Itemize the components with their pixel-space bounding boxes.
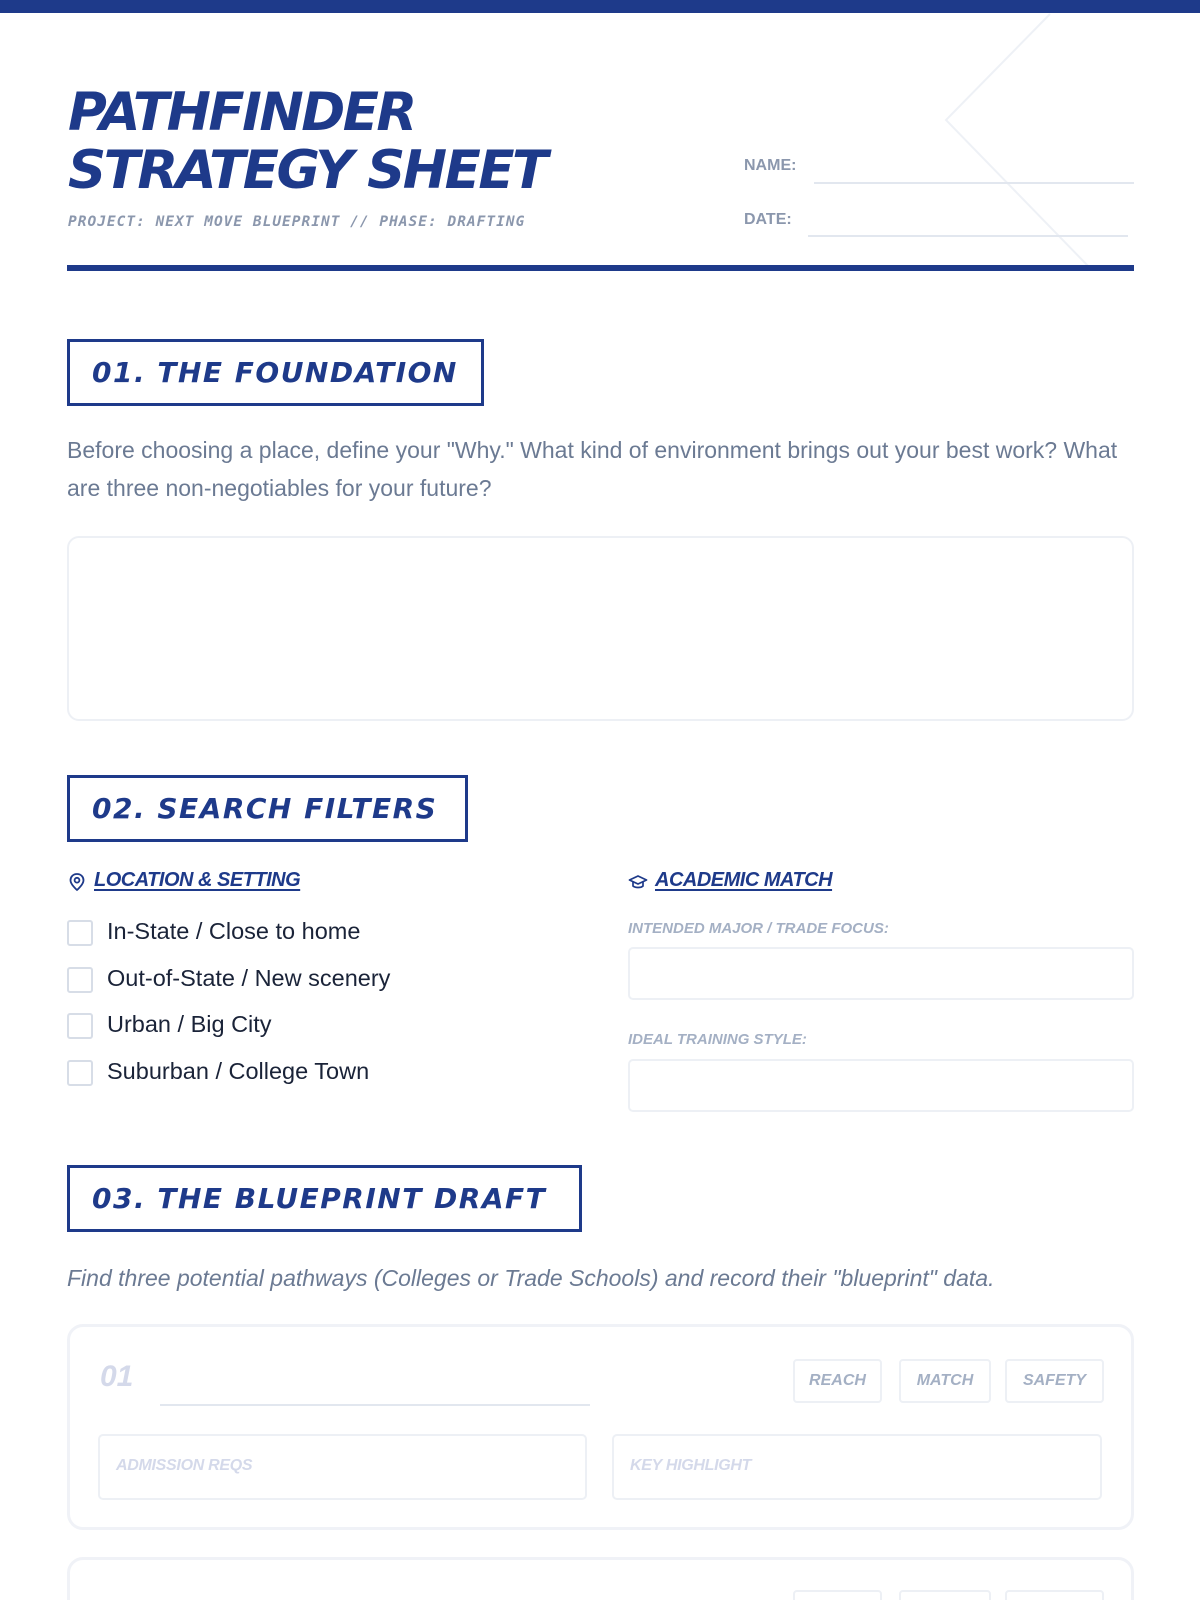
checkbox-label: Urban / Big City [107, 1011, 272, 1037]
map-pin-icon [67, 872, 87, 892]
header-divider [67, 265, 1134, 271]
checkbox-label: Out-of-State / New scenery [107, 965, 391, 991]
academic-match-heading: ACADEMIC MATCH [655, 869, 833, 891]
pathway-card-next [67, 1557, 1134, 1600]
checkbox[interactable] [67, 1060, 93, 1086]
tag-placeholder[interactable] [899, 1590, 991, 1600]
name-label: NAME: [744, 157, 797, 174]
intended-major-label: INTENDED MAJOR / TRADE FOCUS: [628, 920, 889, 937]
name-field[interactable] [814, 182, 1134, 184]
page-subtitle: PROJECT: NEXT MOVE BLUEPRINT // PHASE: DRAFTING [68, 214, 526, 230]
location-option-suburban[interactable] [67, 1058, 487, 1086]
foundation-prompt: Before choosing a place, define your "Why." What kind of environment brings out your best work? What are three non-negotiables for your future? [67, 437, 1118, 501]
foundation-answer-box[interactable] [67, 536, 1134, 721]
top-accent-bar [0, 0, 1200, 13]
page-title [68, 84, 546, 200]
pathway-name-field[interactable] [160, 1404, 590, 1406]
section-heading-blueprint-draft-text: 03. THE BLUEPRINT DRAFT [92, 1182, 547, 1215]
section-heading-search-filters [67, 775, 468, 842]
key-highlight-field[interactable]: KEY HIGHLIGHT [612, 1434, 1102, 1500]
page-title-line-2: STRATEGY SHEET [68, 140, 546, 201]
pathway-number: 01 [100, 1360, 134, 1393]
checkbox[interactable] [67, 967, 93, 993]
location-option-in-state[interactable] [67, 918, 487, 946]
tag-placeholder[interactable] [793, 1590, 882, 1600]
admission-reqs-field[interactable]: ADMISSION REQS [98, 1434, 587, 1500]
tag-safety[interactable]: SAFETY [1005, 1359, 1104, 1403]
tag-reach[interactable]: REACH [793, 1359, 882, 1403]
intended-major-input[interactable] [628, 947, 1134, 1000]
section-heading-blueprint-draft [67, 1165, 582, 1232]
blueprint-prompt: Find three potential pathways (Colleges or Trade Schools) and record their "blueprint" data. [67, 1265, 995, 1291]
checkbox-label: In-State / Close to home [107, 918, 361, 944]
section-heading-search-filters-text: 02. SEARCH FILTERS [92, 792, 438, 825]
section-heading-foundation-text: 01. THE FOUNDATION [92, 356, 458, 389]
training-style-input[interactable] [628, 1059, 1134, 1112]
date-field[interactable] [808, 235, 1128, 237]
location-option-out-of-state[interactable] [67, 965, 487, 993]
location-setting-heading: LOCATION & SETTING [94, 869, 301, 891]
checkbox[interactable] [67, 1013, 93, 1039]
tag-match[interactable]: MATCH [899, 1359, 991, 1403]
pathway-card [67, 1324, 1134, 1530]
tag-placeholder[interactable] [1005, 1590, 1104, 1600]
section-heading-foundation [67, 339, 484, 406]
checkbox-label: Suburban / College Town [107, 1058, 370, 1084]
page-title-line-1: PATHFINDER [68, 82, 415, 143]
location-option-urban[interactable] [67, 1011, 487, 1039]
checkbox[interactable] [67, 920, 93, 946]
date-label: DATE: [744, 211, 792, 228]
training-style-label: IDEAL TRAINING STYLE: [628, 1031, 807, 1048]
graduation-cap-icon [628, 872, 648, 892]
